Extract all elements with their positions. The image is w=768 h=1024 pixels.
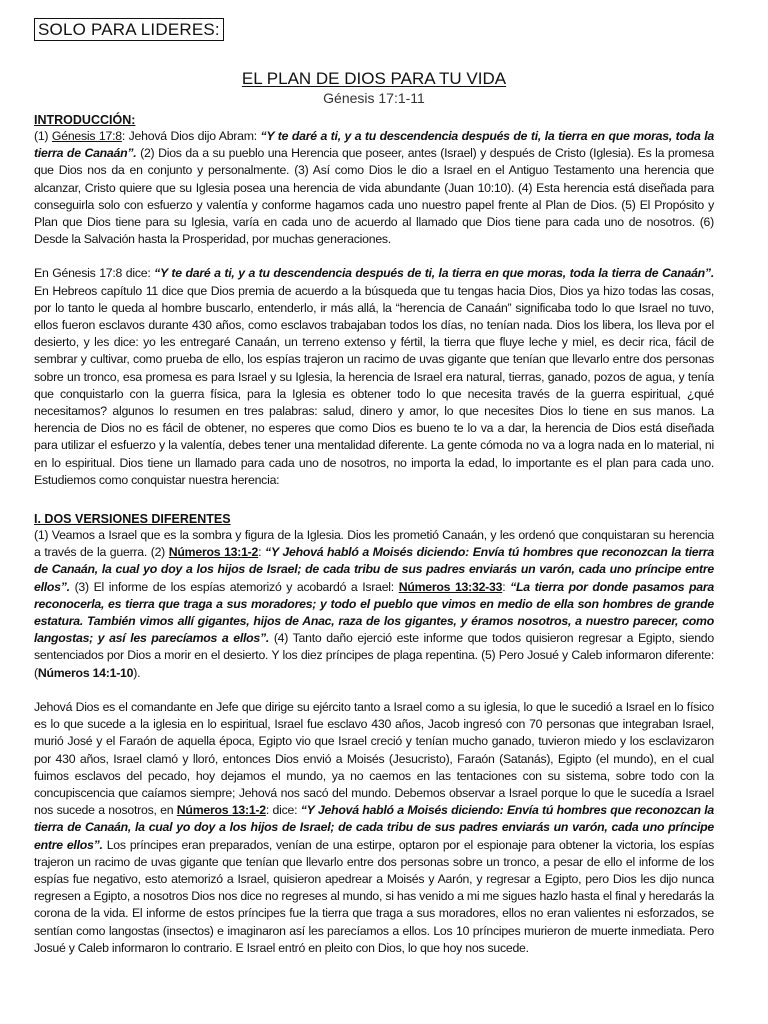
paragraph-gap	[34, 489, 714, 506]
text-run: : dice:	[265, 803, 301, 818]
text-run: En Génesis 17:8 dice:	[34, 266, 155, 281]
text-run: Jehová Dios es el comandante en Jefe que dirige su ejército tanto a Israel como a su iglesia, lo que le sucedió a Israel en lo físico es lo que sucede a la iglesia en lo espiritual, Israel fue esclavo 430 años, Jacob ingresó con 70 personas que integraban Israel, murió José y el Faraón de aquella época, Egipto vio que Israel creció y tenían mucho ganado, tuvieron miedo y los esclavizaron por 430 años, Israel clamó y lloró, entonces Dios envió a Moisés (Jesucristo), Faraón (Satanás), Egipto (el mundo), en el cual fuimos esclavos del pecado, hoy dejamos el mundo, ya no caemos en las tentaciones con su sistema, sobre todo con la concupiscencia que caíamos siempre; Jehová nos sacó del mundo. Debemos observar a Israel porque lo que le sucedía a Israel nos sucede a nosotros, en	[34, 699, 714, 818]
text-run: Los príncipes eran preparados, venían de una estirpe, optaron por el espionaje para obtener la victoria, los espías trajeron un racimo de uvas gigante que tenían que llevarlo entre dos personas sobre un tronco, a pesar de ello el informe de los espías fue negativo, esto atemorizó a Israel, quisieron apedrear a Moisés y Aarón, y regresar a Egipto, pero Dios les dijo nunca regresen a Egipto, a nosotros Dios nos dice no regreses al mundo, si has venido a mi me sigues hazlo hasta el final y heredarás la corona de la vida. El informe de estos príncipes fue la tierra que traga a sus moradores, ellos no eran valientes ni esforzados, se sentían como langostas (insectos) e imaginaron así les parecíamos a ellos. Los 10 príncipes murieron de muerte inmediata. Pero Josué y Caleb informaron lo contrario. E Israel entró en pleito con Dios, lo que hoy nos sucede.	[34, 837, 714, 955]
text-run: : Jehová Dios dijo Abram:	[121, 129, 261, 143]
scripture-quote: “Y te daré a ti, y a tu descendencia después de ti, la tierra en que moras, toda la tierra de Canaán”.	[34, 129, 714, 161]
scripture-reference: Números 13:1-2	[176, 803, 266, 818]
scripture-quote: “La tierra por donde pasamos para reconocerla, es tierra que traga a sus moradores; y todo el pueblo que vimos en medio de ella son hombres de grande estatura. También vimos allí gigantes, hijos de Anac, raza de los gigantes, y éramos nosotros, a nuestro parecer, como langostas; y así les parecíamos a ellos”.	[34, 579, 714, 646]
paragraph-gap	[34, 248, 714, 265]
text-run: (1)	[34, 129, 52, 143]
scripture-reference: Números 13:1-2	[168, 545, 259, 560]
section-1-paragraph-1	[34, 527, 714, 682]
intro-heading: INTRODUCCIÓN:	[34, 113, 136, 127]
text-run: :	[502, 579, 511, 594]
scripture-reference: Números 13:32-33	[398, 579, 503, 594]
text-run: (4) Tanto daño ejerció este informe que todos quisieron regresar a Egipto, siendo sentenciados por Dios a morir en el desierto. Y los diez príncipes de plaga repentina. (5) Pero Josué y Caleb informaron diferente: (	[34, 631, 714, 680]
text-run: :	[258, 545, 266, 560]
text-run: En Hebreos capítulo 11 dice que Dios premia de acuerdo a la búsqueda que tu tengas hacia Dios, Dios ya hizo todas las cosas, por lo tanto le queda al hombre buscarlo, entenderlo, ir más allá, la “herencia de Canaán” significaba todo lo que Israel no tuvo, ellos fueron esclavos durante 430 años, como esclavos trabajaban todos los días, no tenían nada. Dios los libera, los lleva por el desierto, y les dice: yo les entregaré Canaán, un terreno extenso y fértil, la tierra que fluye leche y miel, es decir rica, fácil de sembrar y cultivar, como prueba de ello, los espías trajeron un racimo de uvas gigante que tenían que llevarlo entre dos personas sobre un tronco, esa promesa es para Israel y su Iglesia, la herencia de Israel era natural, tierras, ganado, pozos de agua, y tenía que conquistarlo con la guerra física, para la Iglesia es obtener todo lo que necesita través de la guerra espiritual, ¿qué necesitamos? algunos lo resumen en tres palabras: salud, dinero y amor, lo que necesites Dios lo tiene en sus manos. La herencia de Dios no es fácil de obtener, no esperes que como Dios es bueno te lo va a dar, la herencia de Dios está diseñada para utilizar el esfuerzo y la valentía, debes tener una mentalidad diferente. La gente cómoda no va a logra nada en lo material, ni en lo espiritual. Dios tiene un llamado para cada uno de nosotros, no importa la edad, lo importante es el plan para cada uno. Estudiemos como conquistar nuestra herencia:	[34, 283, 714, 487]
scripture-quote: “Y Jehová habló a Moisés diciendo: Envía tú hombres que reconozcan la tierra de Canaán, la cual yo doy a los hijos de Israel; de cada tribu de sus padres enviarás un varón, cada uno príncipe entre ellos”.	[34, 545, 714, 594]
text-run: (1) Veamos a Israel que es la sombra y figura de la Iglesia. Dios les prometió Canaán, y les ordenó que conquistaran su herencia a través de la guerra. (2)	[34, 528, 714, 560]
document-page	[34, 18, 714, 957]
intro-paragraph-1	[34, 128, 714, 248]
leaders-only-header: SOLO PARA LIDERES:	[34, 18, 224, 41]
text-run: (3) El informe de los espías atemorizó y acobardó a Israel:	[69, 579, 399, 594]
scripture-quote: “Y Jehová habló a Moisés diciendo: Envía tú hombres que reconozcan la tierra de Canaán, la cual yo doy a los hijos de Israel; de cada tribu de sus padres enviarás un varón, cada uno príncipe entre ellos”.	[34, 803, 714, 852]
scripture-quote: “Y te daré a ti, y a tu descendencia después de ti, la tierra en que moras, toda la tierra de Canaán”.	[154, 266, 714, 281]
text-run: (2) Dios da a su pueblo una Herencia que poseer, antes (Israel) y después de Cristo (Iglesia). Es la promesa que Dios nos da en conjunto y personalmente. (3) Así como Dios le dio a Israel en el Antiguo Testamento una herencia que alcanzar, Cristo quiere que su Iglesia posea una herencia de vida abundante (Juan 10:10). (4) Esta herencia está diseñada para conseguirla solo con esfuerzo y valentía y conforme hagamos cada uno nuestro papel frente al Plan de Dios. (5) El Propósito y Plan que Dios tiene para su Iglesia, varía en cada uno de acuerdo al llamado que Dios tiene para cada uno de nosotros. (6) Desde la Salvación hasta la Prosperidad, por muchas generaciones.	[34, 146, 714, 247]
scripture-subtitle: Génesis 17:1-11	[323, 90, 425, 106]
section-1-heading: I. DOS VERSIONES DIFERENTES	[34, 512, 231, 527]
section-1-paragraph-2	[34, 699, 714, 957]
scripture-reference: Números 14:1-10	[37, 665, 134, 680]
intro-paragraph-2	[34, 265, 714, 489]
text-run: ).	[133, 665, 141, 680]
paragraph-gap	[34, 682, 714, 699]
scripture-reference: Génesis 17:8	[51, 129, 122, 143]
document-title: EL PLAN DE DIOS PARA TU VIDA	[241, 69, 507, 88]
